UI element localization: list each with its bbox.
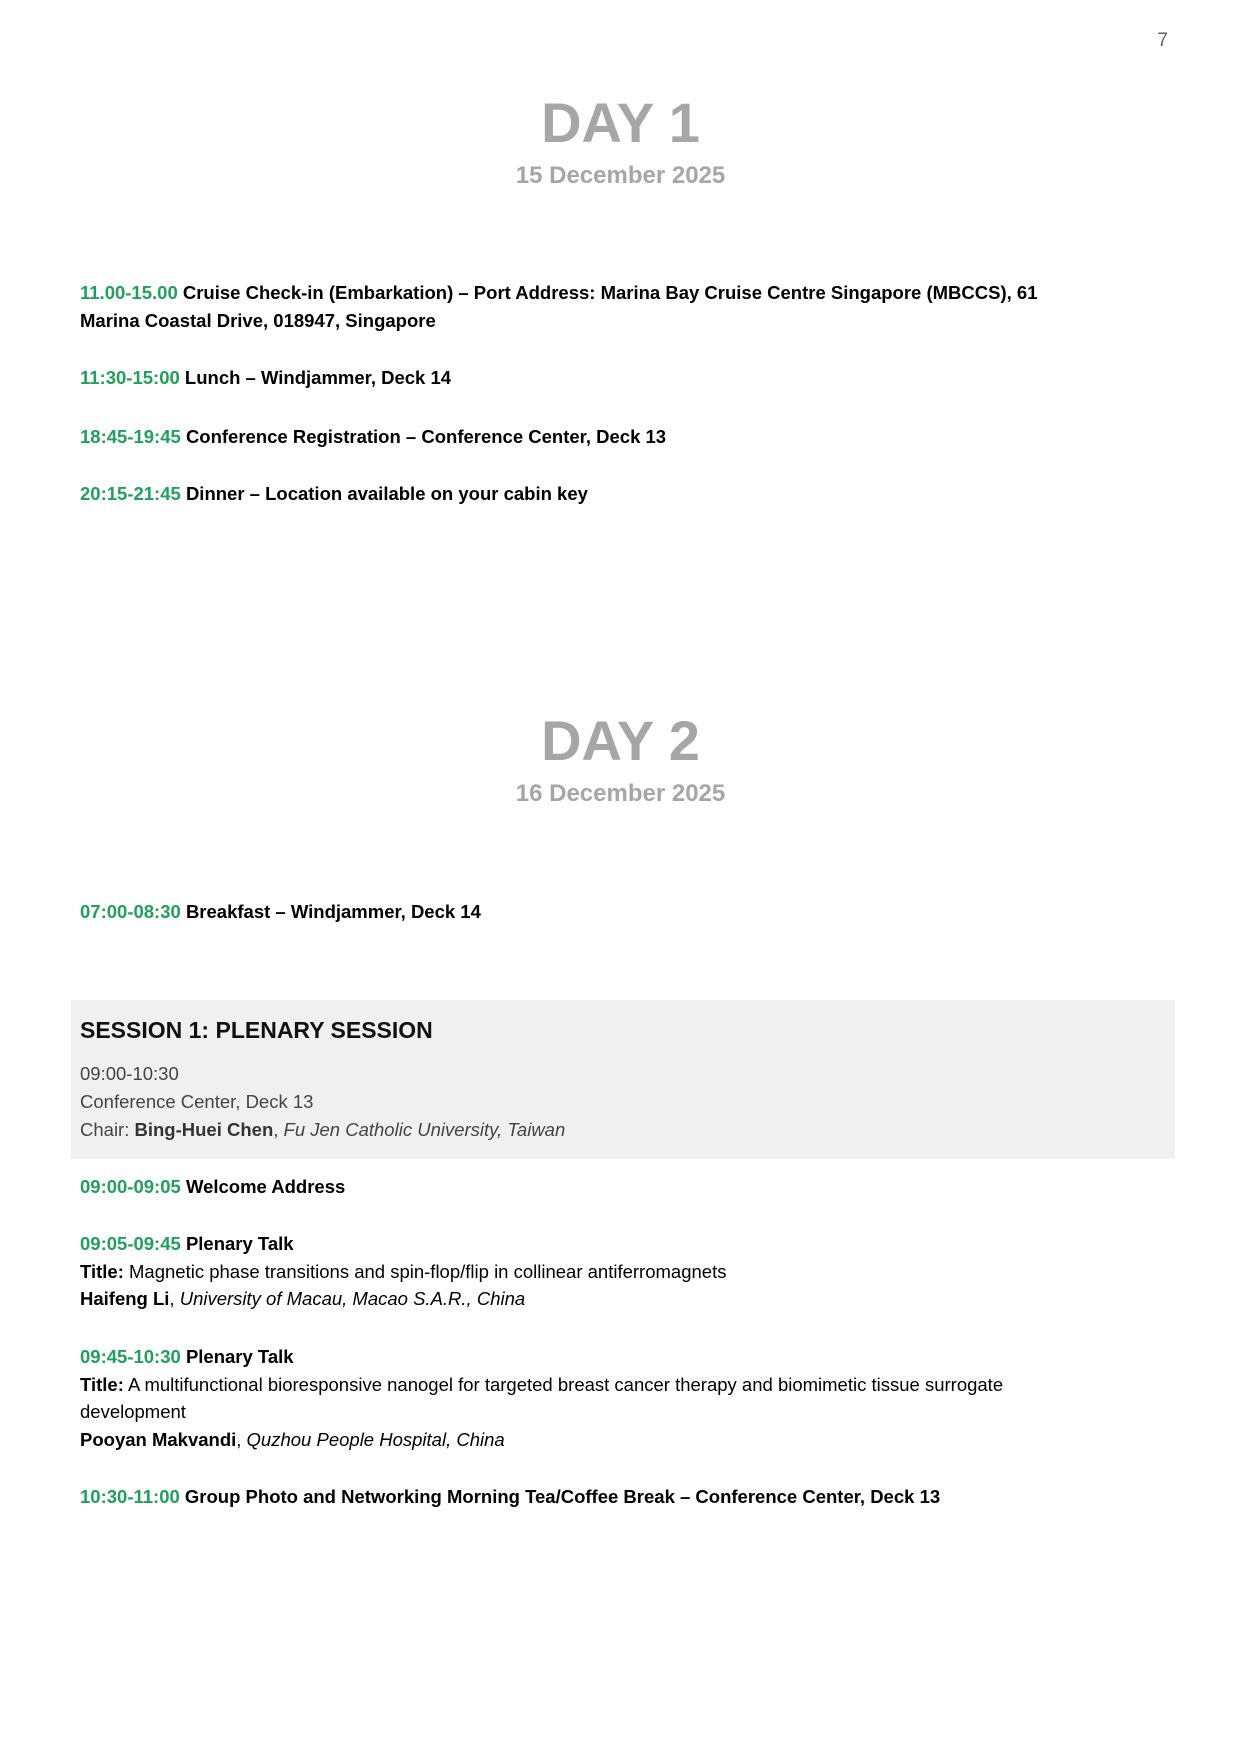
separator: , — [169, 1288, 180, 1309]
chair-affiliation: Fu Jen Catholic University, Taiwan — [283, 1119, 566, 1140]
item-label: Welcome Address — [185, 1176, 346, 1197]
session-item-plenary-1 — [80, 1230, 1170, 1258]
talk-title-2-line2: development — [80, 1401, 186, 1422]
time-range: 11:30-15:00 — [80, 367, 180, 388]
session-item-plenary-2 — [80, 1343, 1170, 1371]
session-location: Conference Center, Deck 13 — [80, 1091, 314, 1112]
speaker-name: Pooyan Makvandi — [80, 1429, 237, 1450]
day-2-title: DAY 2 — [541, 709, 700, 772]
speaker-2 — [80, 1426, 1170, 1454]
item-text: Cruise Check-in (Embarkation) – Port Address: Marina Bay Cruise Centre Singapore (MBCCS), 61 — [182, 282, 1038, 303]
item-text: Breakfast – Windjammer, Deck 14 — [185, 901, 481, 922]
page-number: 7 — [1157, 30, 1168, 51]
session-title: SESSION 1: PLENARY SESSION — [80, 1017, 433, 1043]
talk-title: A multifunctional bioresponsive nanogel for targeted breast cancer therapy and biomimetic tissue surrogate — [127, 1374, 1004, 1395]
time-range: 07:00-08:30 — [80, 901, 181, 922]
talk-title: Magnetic phase transitions and spin-flop/flip in collinear antiferromagnets — [129, 1261, 727, 1282]
time-range: 09:45-10:30 — [80, 1346, 181, 1367]
item-text: Lunch – Windjammer, Deck 14 — [184, 367, 452, 388]
chair-separator: , — [273, 1119, 284, 1140]
schedule-item-checkin-line2: Marina Coastal Drive, 018947, Singapore — [80, 310, 436, 331]
time-range: 11.00-15.00 — [80, 282, 178, 303]
speaker-1 — [80, 1285, 1170, 1313]
item-label: Group Photo and Networking Morning Tea/Coffee Break – Conference Center, Deck 13 — [184, 1486, 941, 1507]
time-range: 10:30-11:00 — [80, 1486, 180, 1507]
title-label: Title: — [80, 1374, 124, 1395]
talk-title-1 — [80, 1258, 1170, 1286]
session-chair — [80, 1116, 565, 1144]
speaker-affiliation: Quzhou People Hospital, China — [246, 1429, 505, 1450]
day-2-date: 16 December 2025 — [515, 780, 726, 807]
talk-title-2 — [80, 1371, 1170, 1399]
day-1-date: 15 December 2025 — [515, 162, 726, 189]
time-range: 09:00-09:05 — [80, 1176, 181, 1197]
separator: , — [236, 1429, 247, 1450]
time-range: 09:05-09:45 — [80, 1233, 181, 1254]
schedule-item-registration — [80, 423, 1170, 451]
time-range: 20:15-21:45 — [80, 483, 181, 504]
item-text: Dinner – Location available on your cabin key — [185, 483, 588, 504]
session-item-break — [80, 1483, 1170, 1511]
title-label: Title: — [80, 1261, 124, 1282]
item-text: Conference Registration – Conference Center, Deck 13 — [185, 426, 667, 447]
chair-label: Chair: — [80, 1119, 135, 1140]
chair-name: Bing-Huei Chen — [134, 1119, 274, 1140]
session-time: 09:00-10:30 — [80, 1063, 179, 1084]
schedule-item-dinner — [80, 480, 1170, 508]
speaker-name: Haifeng Li — [80, 1288, 170, 1309]
speaker-affiliation: University of Macau, Macao S.A.R., China — [179, 1288, 526, 1309]
schedule-item-checkin — [80, 279, 1170, 307]
time-range: 18:45-19:45 — [80, 426, 181, 447]
session-item-welcome — [80, 1173, 1170, 1201]
day-1-title: DAY 1 — [541, 91, 700, 154]
item-label: Plenary Talk — [185, 1233, 294, 1254]
item-label: Plenary Talk — [185, 1346, 294, 1367]
schedule-item-lunch — [80, 364, 1170, 392]
schedule-item-breakfast — [80, 898, 1170, 926]
